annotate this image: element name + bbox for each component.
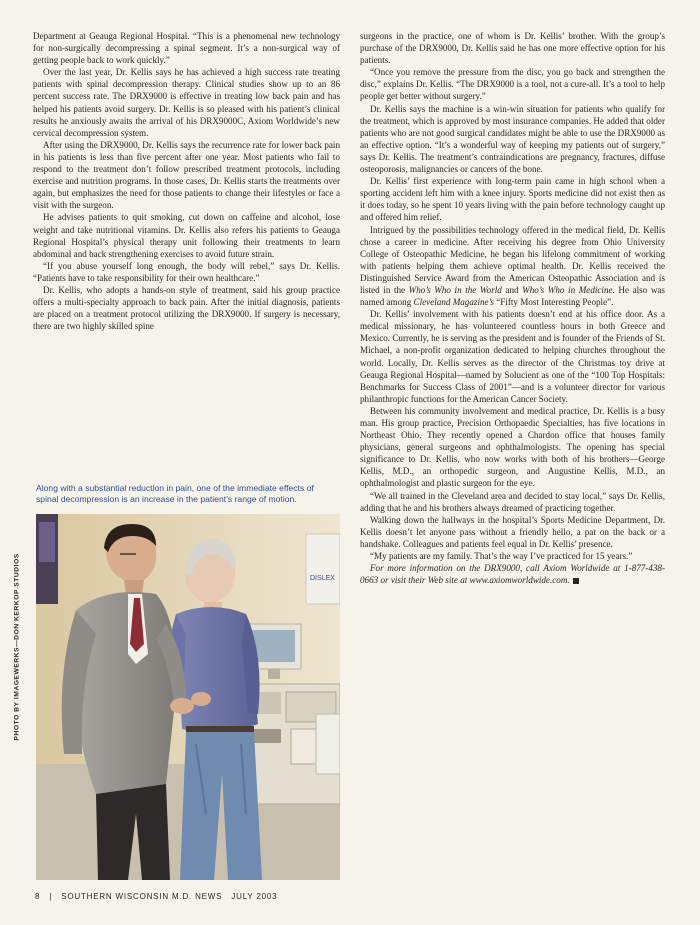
article-photo — [36, 514, 340, 880]
who-who-world: Who’s Who in the World — [408, 284, 502, 295]
paragraph: Dr. Kellis says the machine is a win-win situation for patients who qualify for the treatment, which is approved by most insurance companies. He added that older patients who are not good surgical candidates might be able to use the DRX9000 as an effective option. “It’s a wonderful way of keeping my patients out of surgery,” says Dr. Kellis. The treatment’s contraindications are pregnancy, fractures, diffuse osteoporosis, malignancies or cancers of the bone. — [360, 103, 665, 175]
issue-date: JULY 2003 — [231, 892, 278, 901]
paragraph: “If you abuse yourself long enough, the body will rebel,” says Dr. Kellis. “Patients have to take responsibility for their own healthcare.” — [33, 260, 340, 283]
page-footer — [35, 892, 435, 901]
who-who-medicine: Who’s Who in Medicine — [522, 284, 613, 295]
end-mark-icon — [573, 578, 579, 584]
paragraph: Dr. Kellis, who adopts a hands-on style of treatment, said his group practice offers a multi-specialty approach to back pain. After the initial diagnosis, patients are placed on a treatment protocol utilizing the DRX9000. If surgery is necessary, there are two highly skilled spine — [33, 284, 340, 332]
wall-sign-text: DISLEX — [310, 575, 335, 582]
photo-illustration — [36, 514, 340, 880]
cleveland-magazine: Cleveland Magazine’s — [413, 297, 494, 308]
photo-credit — [12, 512, 22, 742]
photo-credit-text: PHOTO BY IMAGEWERKS—DON KERKOP STUDIOS — [13, 553, 21, 741]
paragraph: Dr. Kellis’ first experience with long-term pain came in high school when a sporting accident left him with a knee injury. Sports medicine did not exist then as it does today, so he spent 10 years living with the pain before technology caught up and offered him relief. — [360, 176, 665, 223]
more-info — [360, 562, 665, 586]
article-column-left — [33, 30, 340, 332]
paragraph: Between his community involvement and medical practice, Dr. Kellis is a busy man. His group practice, Precision Orthopaedic Specialties, has five locations in Northeast Ohio. They recently opened a Chardon office that houses family physicians, general surgeons and ophthalmologists. The opening has special significance to Dr. Kellis, who now works with both of his brothers—George Kellis, M.D., an orthopedic surgeon, and Augustine Kellis, M.D., an ophthalmologist and plastic surgeon for the eye. — [360, 405, 665, 489]
paragraph: “Once you remove the pressure from the disc, you go back and strengthen the disc,” explains Dr. Kellis. “The DRX9000 is a tool, not a cure-all. It’s a tool to help people get better without surgery.” — [360, 67, 665, 102]
more-info-text: For more information on the DRX9000, call Axiom Worldwide at 1-877-438-0663 or visit their Web site at www.axiomworldwide.com. — [360, 563, 665, 586]
paragraph: Walking down the hallways in the hospital’s Sports Medicine Department, Dr. Kellis doesn’t let anyone pass without a friendly hello, a pat on the back or a handshake. Colleagues and patients feel equal in Dr. Kellis’ presence. — [360, 514, 665, 549]
paragraph: Over the last year, Dr. Kellis says he has achieved a high success rate treating patients with spinal decompression therapy. Clinical studies show up to an 86 percent success rate. The DRX9000 is effective in treating low back pain and has helped his patients avoid surgery. Dr. Kellis is so pleased with his patient’s clinical results he anxiously awaits the arrival of his DRX9000C, Axiom Worldwide’s new cervical decompression system. — [33, 67, 340, 138]
photo-caption: Along with a substantial reduction in pain, one of the immediate effects of spinal decompression is an increase in the patient’s range of motion. — [36, 483, 314, 504]
paragraph: After using the DRX9000, Dr. Kellis says the recurrence rate for lower back pain in his patients is less than five percent after one year. Most patients who fail to respond to the treatment don’t follow prescribed treatment protocols, including exercise and nutrition programs. In those cases, Dr. Kellis starts the treatments over again, but emphasizes the need for those patients to change their lifestyles or face a visit with the surgeon. — [33, 139, 340, 211]
paragraph: Dr. Kellis’ involvement with his patients doesn’t end at his office door. As a medical missionary, he has volunteered countless hours in both Greece and Mexico. Currently, he is serving as the president and is founder of the Friends of St. Michael, a non-profit organization dedicated to helping churches throughout the world. Locally, Dr. Kellis serves as the director of the Christmas toy drive at Geauga Regional Hospital—named by Solucient as one of the “100 Top Hospitals: Benchmarks for Success Class of 2001”—and is a volunteer director for various philanthropic functions for the American Cancer Society. — [360, 309, 665, 404]
paragraph: Department at Geauga Regional Hospital. “This is a phenomenal new technology for non-surgically decompressing a spinal segment. It’s a non-surgical way of getting people back to work quickly.” — [33, 31, 340, 66]
who-who-and: and — [501, 284, 523, 295]
paragraph-text: Intrigued by the possibilities technology offered in the medical field, Dr. Kellis chose a career in medicine. After receiving his degree from Ohio University College of Osteopathic Medicine, he began his lifelong commitment of working with patients helping them achieve optimal health. Dr. Kellis received the Distinguished Service Award from the American Osteopathic Association and is listed in the — [360, 224, 665, 295]
fifty-most: “Fifty Most Interesting People”. — [493, 297, 614, 308]
article-column-right — [360, 30, 665, 586]
page-number: 8 — [35, 892, 41, 901]
paragraph — [360, 224, 665, 309]
paragraph: “We all trained in the Cleveland area and decided to stay local,” says Dr. Kellis, adding that he and his brothers always dreamed of practicing together. — [360, 490, 665, 513]
paragraph: “My patients are my family. That’s the way I’ve practiced for 15 years.” — [370, 551, 633, 562]
footer-separator: | — [49, 892, 53, 901]
publication-name: SOUTHERN WISCONSIN M.D. NEWS — [61, 892, 223, 901]
paragraph: He advises patients to quit smoking, cut down on caffeine and alcohol, lose weight and take nutritional vitamins. Dr. Kellis also refers his patients to Geauga Regional Hospital’s physical therapy unit following their treatments to learn abdominal and back strengthening exercises to avoid future strain. — [33, 212, 340, 259]
who-who-after: . He also was named among — [360, 284, 665, 308]
paragraph: surgeons in the practice, one of whom is Dr. Kellis’ brother. With the group’s purchase of the DRX9000, Dr. Kellis said he has one more effective option for his patients. — [360, 31, 665, 66]
